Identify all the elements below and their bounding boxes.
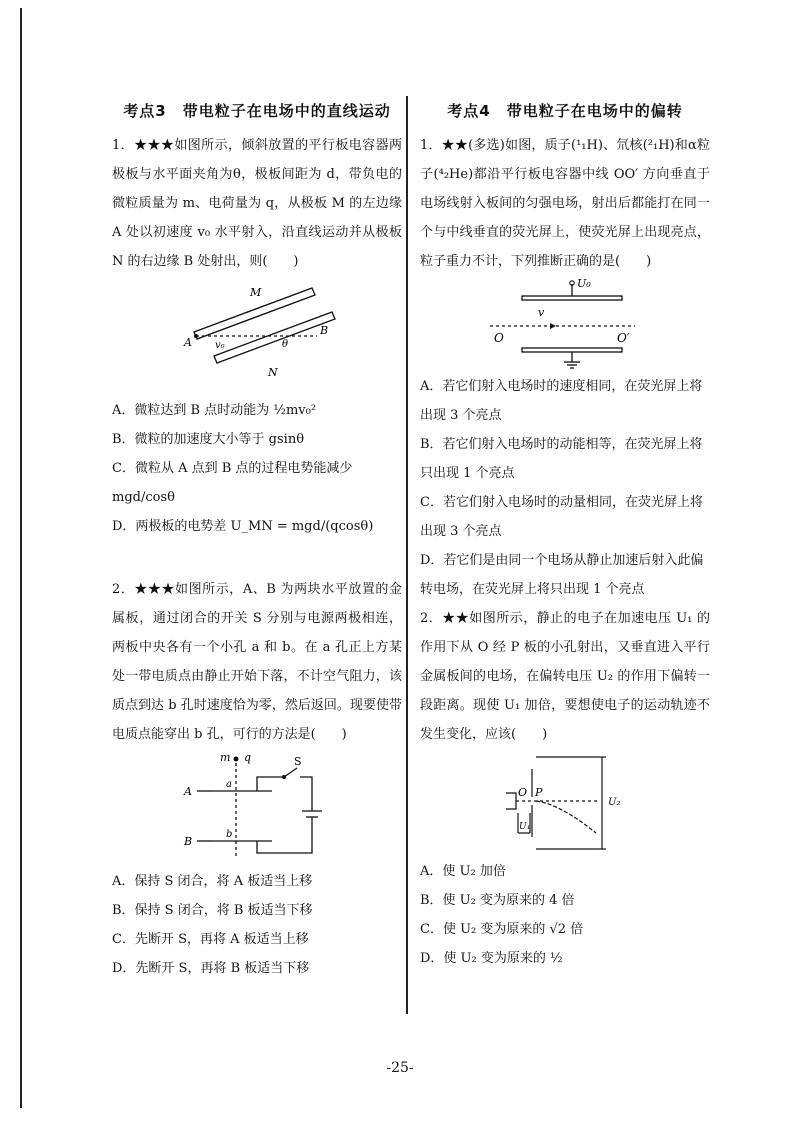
point-a: [194, 334, 198, 338]
label-n: N: [268, 366, 278, 379]
option-2a-right: A．使 U₂ 加倍: [420, 864, 506, 879]
question-1-right: 1．★★(多选)如图，质子(¹₁H)、氘核(²₁H)和α粒子(⁴₂He)都沿平行板电容器中线 OO′ 方向垂直于电场线射入板间的匀强电场，射出后都能打在同一个与中线垂直的荧光屏上，使荧光屏上出现亮点，粒子重力不计，下列推断正确的是( ): [420, 138, 710, 269]
switch-pivot: [282, 775, 286, 779]
left-column: [112, 100, 402, 983]
plate-o: [506, 793, 516, 809]
tilted-capacitor-figure: [112, 276, 402, 396]
label-hole-a: a: [226, 779, 232, 790]
option-1b-right: B．若它们射入电场时的动能相等，在荧光屏上将只出现 1 个亮点: [420, 437, 703, 481]
label-b: B: [320, 324, 329, 337]
parallel-plates-switch-figure: [112, 749, 402, 867]
label-a: A: [184, 336, 192, 349]
plate-n: [214, 312, 335, 363]
label-q: q: [244, 751, 252, 764]
option-2b-left: B．保持 S 闭合，将 B 板适当下移: [112, 903, 313, 918]
option-2a-left: A．保持 S 闭合，将 A 板适当上移: [112, 874, 313, 889]
option-2c-left: C．先断开 S，再将 A 板适当上移: [112, 932, 309, 947]
option-1c-left: C．微粒从 A 点到 B 点的过程电势能减少 mgd/cosθ: [112, 461, 353, 505]
label-plate-b: B: [184, 835, 193, 848]
charged-point: [234, 757, 239, 762]
binding-margin-line: [20, 8, 22, 1108]
question-2-left: 2．★★★如图所示，A、B 为两块水平放置的金属板，通过闭合的开关 S 分别与电源两极相连，两板中央各有一个小孔 a 和 b。在 a 孔正上方某处一带电质点由静止开始下落，不计空气阻力，该质点到达 b 孔时速度恰为零，然后返回。现要使带电质点能穿出 b 孔，可行的方法是( ): [112, 582, 402, 742]
label-u2: U₂: [608, 797, 621, 808]
wire-switch-right: [300, 777, 312, 811]
accelerate-deflect-figure: [420, 749, 710, 857]
wire-battery-bottom: [257, 817, 312, 853]
label-v: v: [538, 306, 545, 319]
question-2-right: 2．★★如图所示，静止的电子在加速电压 U₁ 的作用下从 O 经 P 板的小孔射出，又垂直进入平行金属板间的电场，在偏转电压 U₂ 的作用下偏转一段距离。现使 U₁ 加倍，要想使电子的运动轨迹不发生变化，应该( ): [420, 611, 710, 742]
page-number: -25-: [386, 1060, 414, 1076]
upper-plate: [522, 296, 622, 300]
section-heading-4: 考点4 带电粒子在电场中的偏转: [447, 102, 683, 120]
option-1a-right: A．若它们射入电场时的速度相同，在荧光屏上将出现 3 个亮点: [420, 379, 703, 423]
option-2b-right: B．使 U₂ 变为原来的 4 倍: [420, 893, 575, 908]
label-o-prime: O′: [617, 331, 630, 345]
option-1c-right: C．若它们射入电场时的动量相同，在荧光屏上将出现 3 个亮点: [420, 495, 703, 539]
lower-plate: [522, 348, 622, 352]
label-theta: θ: [282, 339, 289, 350]
label-o: O: [518, 786, 528, 799]
deflection-capacitor-figure: [420, 276, 710, 372]
wire-top: [257, 777, 284, 791]
label-m: M: [250, 286, 262, 299]
label-u0: U₀: [577, 277, 591, 290]
column-divider: [406, 96, 408, 1014]
option-1b-left: B．微粒的加速度大小等于 gsinθ: [112, 432, 305, 447]
label-m: m: [220, 751, 231, 764]
label-p: P: [535, 786, 543, 799]
electron-trajectory: [536, 801, 596, 833]
label-o: O: [494, 331, 504, 345]
option-1d-right: D．若它们是由同一个电场从静止加速后射入此偏转电场，在荧光屏上将只出现 1 个亮点: [420, 553, 704, 597]
option-2c-right: C．使 U₂ 变为原来的 √2 倍: [420, 922, 584, 937]
label-plate-a: A: [184, 785, 192, 798]
label-v0: v₀: [215, 340, 225, 351]
question-1-left: 1．★★★如图所示，倾斜放置的平行板电容器两极板与水平面夹角为θ，极板间距为 d，带负电的微粒质量为 m、电荷量为 q，从极板 M 的左边缘 A 处以初速度 v₀ 水平射入，沿直线运动并从极板 N 的右边缘 B 处射出，则( ): [112, 138, 402, 269]
option-2d-left: D．先断开 S，再将 B 板适当下移: [112, 961, 310, 976]
label-hole-b: b: [226, 829, 233, 840]
option-2d-right: D．使 U₂ 变为原来的 ½: [420, 951, 563, 966]
option-1a-left: A．微粒达到 B 点时动能为 ½mv₀²: [112, 403, 317, 418]
option-1d-left: D．两极板的电势差 U_MN = mgd/(qcosθ): [112, 519, 374, 534]
switch-s: [284, 768, 297, 777]
label-u1: U₁: [519, 822, 531, 832]
right-column: [420, 100, 710, 973]
velocity-arrow: [550, 323, 556, 329]
label-s: S: [294, 755, 302, 768]
section-heading-3: 考点3 带电粒子在电场中的直线运动: [123, 102, 391, 120]
